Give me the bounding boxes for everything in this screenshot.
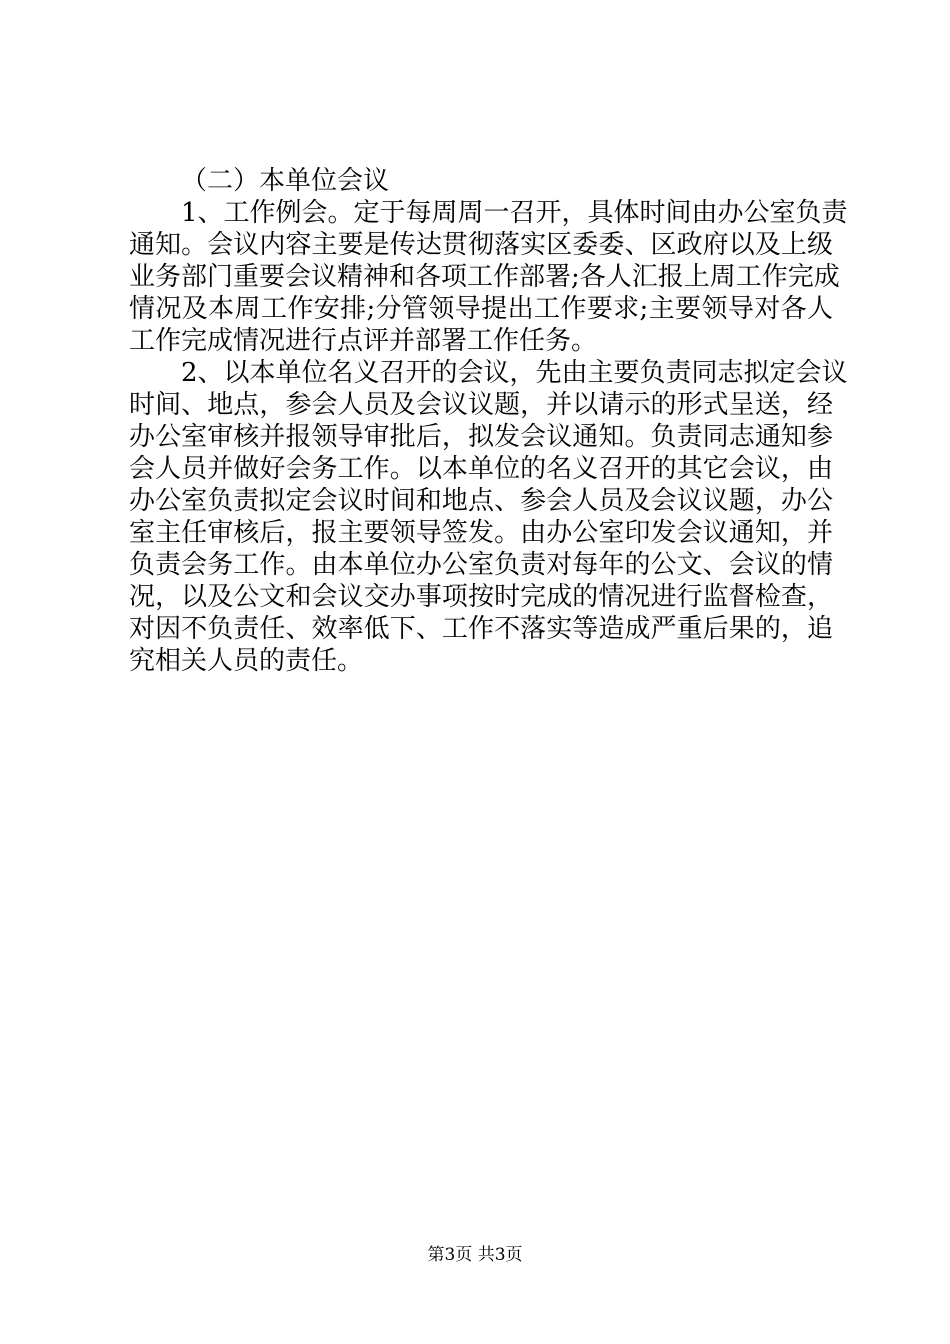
section-heading: （二）本单位会议: [181, 166, 390, 196]
paragraph-2-line-10: 究相关人员的责任。: [129, 646, 364, 676]
paragraph-2-line-7: 负责会务工作。由本单位办公室负责对每年的公文、会议的情: [129, 550, 833, 580]
paragraph-1-line-2: 通知。会议内容主要是传达贯彻落实区委委、区政府以及上级: [129, 230, 833, 260]
page-footer: [0, 1244, 950, 1266]
page-number-label: 第3页 共3页: [427, 1245, 523, 1265]
paragraph-2-line-4: 会人员并做好会务工作。以本单位的名义召开的其它会议，由: [129, 454, 833, 484]
document-body: [129, 165, 848, 677]
paragraph-1-line-5: 工作完成情况进行点评并部署工作任务。: [129, 326, 598, 356]
paragraph-1-line-1: 1、工作例会。定于每周周一召开，具体时间由办公室负责: [181, 198, 848, 228]
paragraph-2-line-2: 时间、地点，参会人员及会议议题，并以请示的形式呈送，经: [129, 390, 833, 420]
paragraph-1-line-3: 业务部门重要会议精神和各项工作部署;各人汇报上周工作完成: [129, 262, 840, 292]
paragraph-2-line-1: 2、以本单位名义召开的会议，先由主要负责同志拟定会议: [181, 358, 848, 388]
paragraph-2-line-9: 对因不负责任、效率低下、工作不落实等造成严重后果的，追: [129, 614, 833, 644]
paragraph-1-line-4: 情况及本周工作安排;分管领导提出工作要求;主要领导对各人: [129, 294, 833, 324]
paragraph-2-line-3: 办公室审核并报领导审批后，拟发会议通知。负责同志通知参: [129, 422, 833, 452]
paragraph-2-line-5: 办公室负责拟定会议时间和地点、参会人员及会议议题，办公: [129, 486, 833, 516]
paragraph-2-line-8: 况，以及公文和会议交办事项按时完成的情况进行监督检查，: [129, 582, 833, 612]
paragraph-2-line-6: 室主任审核后，报主要领导签发。由办公室印发会议通知，并: [129, 518, 833, 548]
